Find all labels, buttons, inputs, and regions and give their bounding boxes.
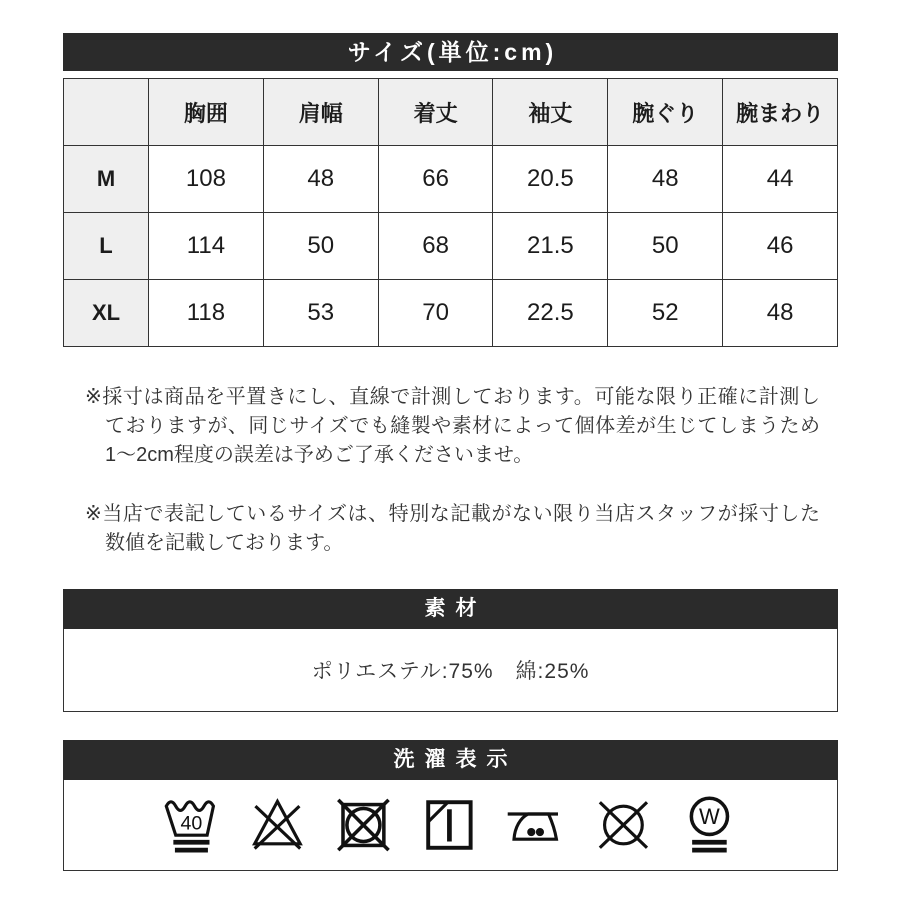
size-label-cell: XL	[64, 280, 149, 347]
measurement-cell: 48	[608, 146, 723, 213]
material-content-box	[63, 629, 838, 712]
note-staff-measured: ※当店で表記しているサイズは、特別な記載がない限り当店スタッフが採寸した数値を記載しております。	[85, 503, 820, 554]
measurement-cell: 50	[608, 213, 723, 280]
measurement-cell: 66	[378, 146, 493, 213]
care-icons-row	[63, 780, 838, 871]
wet-clean-very-gentle-icon	[678, 792, 741, 858]
care-title: 洗濯表示	[393, 748, 518, 771]
column-header-chest: 胸囲	[149, 79, 264, 146]
note-measurement-method: ※採寸は商品を平置きにし、直線で計測しております。可能な限り正確に計測しておりますが、同じサイズでも縫製や素材によって個体差が生じてしまうため1〜2cm程度の誤差は予めご了承くださいませ。	[85, 386, 820, 466]
measurement-cell: 52	[608, 280, 723, 347]
iron-medium-heat-icon	[503, 792, 569, 858]
material-title: 素材	[424, 597, 487, 620]
material-section	[63, 589, 838, 712]
measurement-cell: 21.5	[493, 213, 608, 280]
material-title-bar	[63, 589, 838, 629]
material-composition: ポリエステル:75% 綿:25%	[311, 660, 590, 683]
size-label-cell: L	[64, 213, 149, 280]
measurement-cell: 48	[723, 280, 838, 347]
measurement-cell: 114	[149, 213, 264, 280]
measurement-cell: 20.5	[493, 146, 608, 213]
table-row-l	[64, 213, 838, 280]
table-row-m	[64, 146, 838, 213]
measurement-cell: 68	[378, 213, 493, 280]
measurement-cell: 53	[263, 280, 378, 347]
no-bleach-icon	[246, 792, 309, 858]
column-header-armhole: 腕ぐり	[608, 79, 723, 146]
column-header-length: 着丈	[378, 79, 493, 146]
measurement-cell: 48	[263, 146, 378, 213]
size-chart-page	[63, 0, 838, 871]
size-title-bar	[63, 33, 838, 71]
care-section	[63, 740, 838, 871]
wet-clean-label: W	[699, 804, 720, 830]
size-table	[63, 78, 838, 347]
wash-temp-label: 40	[180, 812, 203, 835]
measurement-cell: 118	[149, 280, 264, 347]
no-dry-clean-icon	[592, 792, 655, 858]
column-header-shoulder: 肩幅	[263, 79, 378, 146]
corner-cell	[64, 79, 149, 146]
size-table-header-row	[64, 79, 838, 146]
column-header-arm-width: 腕まわり	[723, 79, 838, 146]
measurement-cell: 108	[149, 146, 264, 213]
column-header-sleeve: 袖丈	[493, 79, 608, 146]
table-row-xl	[64, 280, 838, 347]
measurement-cell: 70	[378, 280, 493, 347]
measurement-notes	[63, 383, 838, 558]
wash-40-very-gentle-icon	[160, 792, 223, 858]
measurement-cell: 50	[263, 213, 378, 280]
size-title: サイズ(単位:cm)	[347, 39, 558, 65]
line-dry-in-shade-icon	[418, 792, 481, 858]
care-title-bar	[63, 740, 838, 780]
measurement-cell: 46	[723, 213, 838, 280]
size-label-cell: M	[64, 146, 149, 213]
measurement-cell: 44	[723, 146, 838, 213]
no-tumble-dry-icon	[332, 792, 395, 858]
measurement-cell: 22.5	[493, 280, 608, 347]
